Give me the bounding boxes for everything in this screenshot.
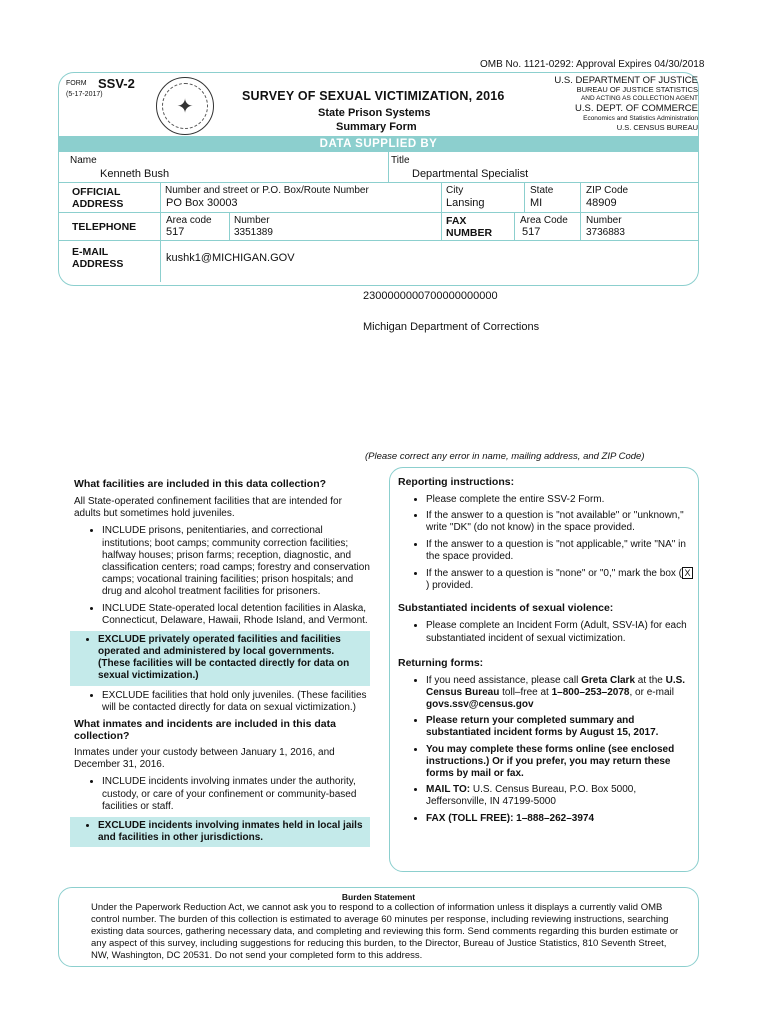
- divider: [59, 240, 698, 241]
- doj-seal-icon: ✦: [156, 77, 214, 135]
- correction-note: (Please correct any error in name, mailing address, and ZIP Code): [365, 451, 645, 462]
- exclude-juvenile-item: • EXCLUDE facilities that hold only juveniles. (These facilities will be contacted directly for data on sexual victimization.): [102, 690, 370, 714]
- incident-form-instruction: • Please complete an Incident Form (Adult, SSV-IA) for each substantiated incident of sexual victimization.: [426, 620, 694, 644]
- dept-doj: U.S. DEPARTMENT OF JUSTICE: [554, 75, 698, 86]
- returning-heading: Returning forms:: [398, 656, 484, 669]
- survey-subtitle-2: Summary Form: [336, 121, 417, 133]
- exclude-private-item: • EXCLUDE privately operated facilities and facilities operated and administered by local governments. (These facilities will be contacted directly for data on sexual victimization.): [98, 634, 366, 683]
- mail-to: • MAIL TO: U.S. Census Bureau, P.O. Box 5000, Jeffersonville, IN 47199-5000: [426, 784, 694, 808]
- substantiated-heading: Substantiated incidents of sexual violence:: [398, 602, 614, 615]
- divider: [59, 182, 698, 183]
- email-field[interactable]: kushk1@MICHIGAN.GOV: [166, 252, 295, 264]
- phone-number-field[interactable]: 3351389: [234, 227, 273, 238]
- fax-area-field[interactable]: 517: [522, 226, 541, 238]
- online-instruction: • You may complete these forms online (see enclosed instructions.) Or if you prefer, you may return these forms by mail or fax.: [426, 744, 694, 781]
- burden-title: Burden Statement: [341, 892, 416, 902]
- divider: [229, 212, 230, 240]
- fax-number-label: Number: [586, 215, 622, 226]
- omb-approval: OMB No. 1121-0292: Approval Expires 04/30/2018: [480, 59, 705, 70]
- facilities-intro: All State-operated confinement facilities that are intended for adults but sometimes hold juveniles.: [74, 496, 342, 520]
- area-code-field[interactable]: 517: [166, 226, 185, 238]
- area-code-label: Area code: [166, 215, 212, 226]
- burden-text: Under the Paperwork Reduction Act, we cannot ask you to respond to a collection of information unless it displays a currently valid OMB control number. The burden of this collection is estimated to average 60 minutes per response, including reviewing instructions, searching existing data sources, gathering necessary data, and completing and reviewing this form. Send comments regarding this burden estimate or any aspect of this survey, including suggestions for reducing this burden, to the Director, Bureau of Justice Statistics, 810 Seventh Street, NW, Washington, DC 20531. Do not send your completed form to this address.: [91, 902, 679, 961]
- divider: [514, 212, 515, 240]
- survey-title: SURVEY OF SEXUAL VICTIMIZATION, 2016: [242, 89, 505, 103]
- name-label: Name: [70, 155, 97, 166]
- return-deadline: • Please return your completed summary and substantiated incident forms by August 15, 2017.: [426, 715, 694, 739]
- dept-bjs: BUREAU OF JUSTICE STATISTICS: [576, 85, 698, 94]
- zip-field[interactable]: 48909: [586, 197, 617, 209]
- instruction-dk: • If the answer to a question is "not available" or "unknown," write "DK" (do not know) in the space provided.: [426, 510, 694, 534]
- inmates-intro: Inmates under your custody between January 1, 2016, and December 31, 2016.: [74, 747, 335, 771]
- contact-name: Greta Clark: [581, 674, 636, 686]
- agency-name: Michigan Department of Corrections: [363, 321, 540, 333]
- divider: [160, 182, 161, 282]
- divider: [59, 212, 698, 213]
- instruction-na: • If the answer to a question is "not applicable," write "NA" in the space provided.: [426, 539, 694, 563]
- divider: [524, 182, 525, 212]
- facilities-heading: What facilities are included in this data collection?: [74, 478, 327, 490]
- dept-census: U.S. CENSUS BUREAU: [616, 123, 698, 132]
- phone-number-label: Number: [234, 215, 270, 226]
- include-incidents-item: • INCLUDE incidents involving inmates under the authority, custody, or care of your confinement or community-based facilities or staff.: [102, 776, 370, 813]
- instruction-none: • If the answer to a question is "none" or "0," mark the box ( X) provided.: [426, 567, 694, 592]
- contact-email-link[interactable]: govs.ssv@census.gov: [426, 699, 534, 711]
- dept-commerce: U.S. DEPT. OF COMMERCE: [575, 103, 698, 114]
- title-label: Title: [391, 155, 410, 166]
- instruction-complete-form: • Please complete the entire SSV-2 Form.: [426, 494, 694, 506]
- dept-esa: Economics and Statistics Administration: [583, 115, 698, 122]
- reporting-heading: Reporting instructions:: [398, 476, 515, 488]
- title-field[interactable]: Departmental Specialist: [412, 168, 529, 180]
- include-prisons-item: • INCLUDE prisons, penitentiaries, and correctional institutions; boot camps; community correction facilities; halfway houses; prison farms; reception, diagnostic, and classification centers; road camps; forestry and conservation camps; vocational training facilities; prison hospitals; and drug and alcohol treatment facilities for prisoners.: [102, 525, 370, 598]
- form-label: FORM: [66, 80, 87, 87]
- city-label: City: [446, 185, 464, 196]
- state-field[interactable]: MI: [530, 197, 543, 209]
- exclude-local-jails-item: • EXCLUDE incidents involving inmates held in local jails and facilities in other jurisdictions.: [98, 820, 366, 844]
- divider: [580, 182, 581, 240]
- dept-agent: AND ACTING AS COLLECTION AGENT: [580, 95, 698, 102]
- city-field[interactable]: Lansing: [446, 197, 485, 209]
- divider: [388, 152, 389, 182]
- data-supplied-banner: DATA SUPPLIED BY: [59, 136, 698, 152]
- contact-org: U.S. Census Bureau: [426, 674, 686, 698]
- survey-subtitle-1: State Prison Systems: [318, 107, 431, 119]
- fax-label: FAX NUMBER: [446, 215, 493, 240]
- inmates-heading: What inmates and incidents are included in this data collection?: [74, 718, 336, 742]
- checkbox-x-icon: X: [682, 567, 693, 579]
- form-date: (5-17-2017): [66, 91, 103, 98]
- telephone-label: TELEPHONE: [72, 221, 137, 233]
- state-label: State: [530, 185, 554, 196]
- exclude-local-jails-highlight: [70, 817, 370, 847]
- form-id: SSV-2: [98, 76, 135, 91]
- divider: [441, 182, 442, 240]
- zip-label: ZIP Code: [586, 185, 629, 196]
- left-column: [74, 478, 370, 847]
- include-local-detention-item: • INCLUDE State-operated local detention facilities in Alaska, Connecticut, Delaware, Hawaii, Rhode Island, and Vermont.: [102, 603, 370, 627]
- respondent-id: 2300000000700000000000: [363, 290, 498, 302]
- name-field[interactable]: Kenneth Bush: [100, 168, 170, 180]
- exclude-private-highlight: [70, 631, 370, 686]
- right-column: [398, 476, 694, 829]
- official-address-label: OFFICIAL ADDRESS: [72, 186, 124, 211]
- fax-number-field[interactable]: 3736883: [586, 227, 625, 238]
- assistance-instruction: • If you need assistance, please call Greta Clark at the U.S. Census Bureau toll–free at 1–800–253–2078, or e-mail govs.ssv@census.gov: [426, 675, 694, 712]
- burden-box: [58, 887, 699, 967]
- street-field[interactable]: PO Box 30003: [166, 197, 238, 209]
- fax-area-label: Area Code: [520, 215, 568, 226]
- email-label: E-MAIL ADDRESS: [72, 246, 124, 271]
- street-label: Number and street or P.O. Box/Route Number: [165, 185, 369, 196]
- fax-toll-free: • FAX (TOLL FREE): 1–888–262–3974: [426, 813, 694, 825]
- contact-phone: 1–800–253–2078: [551, 686, 630, 698]
